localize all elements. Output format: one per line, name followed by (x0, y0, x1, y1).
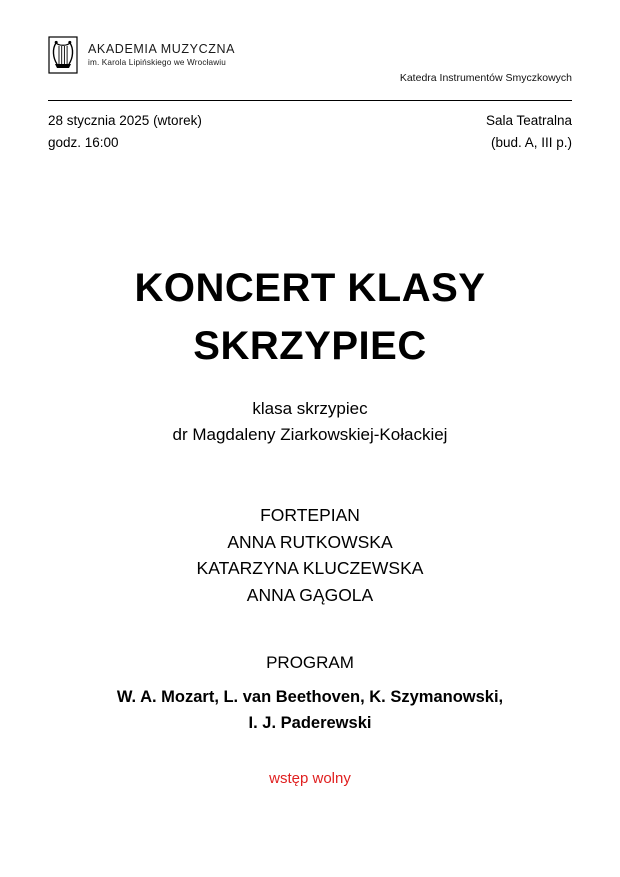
academy-name: AKADEMIA MUZYCZNA (88, 42, 236, 57)
academy-brand (48, 36, 572, 74)
performer-name: KATARZYNA KLUCZEWSKA (196, 558, 424, 579)
class-line-1: klasa skrzypiec (252, 399, 368, 418)
event-meta (48, 110, 572, 155)
header-divider (48, 100, 572, 101)
title-line-2: SKRZYPIEC (193, 323, 427, 368)
venue-name: Sala Teatralna (485, 113, 572, 128)
program-label: PROGRAM (266, 653, 354, 672)
title-line-1: KONCERT KLASY (134, 265, 486, 310)
class-subtitle (0, 396, 620, 447)
academy-subtitle: im. Karola Lipińskiego we Wrocławiu (88, 58, 226, 68)
program-line-1: W. A. Mozart, L. van Beethoven, K. Szymanowski, (116, 688, 504, 706)
event-time: godz. 16:00 (48, 135, 119, 151)
class-line-2: dr Magdaleny Ziarkowskiej-Kołackiej (172, 424, 448, 444)
academy-brand-text (88, 42, 235, 68)
event-datetime (48, 110, 202, 155)
performer-name: ANNA RUTKOWSKA (227, 531, 393, 552)
event-venue (486, 110, 572, 155)
lyre-icon (48, 36, 78, 74)
performers-block (0, 502, 620, 608)
event-date: 28 stycznia 2025 (wtorek) (48, 113, 202, 128)
venue-detail: (bud. A, III p.) (490, 135, 572, 151)
page-title (0, 259, 620, 375)
performers-heading: FORTEPIAN (260, 505, 360, 525)
program-line-2: I. J. Paderewski (248, 713, 372, 732)
performer-name: ANNA GĄGOLA (246, 584, 374, 605)
department-label: Katedra Instrumentów Smyczkowych (399, 72, 572, 84)
poster-header (48, 0, 572, 98)
program-composers (0, 685, 620, 736)
admission-note: wstęp wolny (269, 770, 351, 787)
